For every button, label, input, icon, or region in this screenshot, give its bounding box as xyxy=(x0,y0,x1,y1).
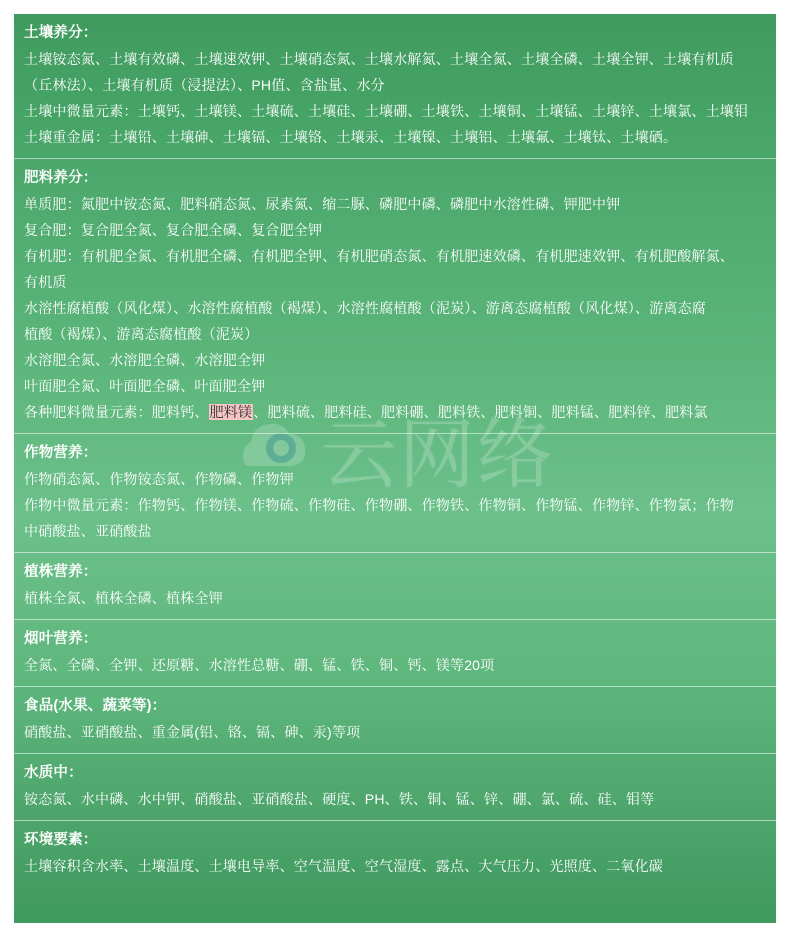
section-environment-factors xyxy=(14,821,776,887)
section-fertilizer-nutrients xyxy=(14,159,776,434)
section-line: 作物中微量元素：作物钙、作物镁、作物硫、作物硅、作物硼、作物铁、作物铜、作物锰、作物锌、作物氯；作物 xyxy=(24,497,734,513)
section-line: 土壤铵态氮、土壤有效磷、土壤速效钾、土壤硝态氮、土壤水解氮、土壤全氮、土壤全磷、土壤全钾、土壤有机质 xyxy=(24,51,734,67)
section-title: 作物营养： xyxy=(24,445,98,461)
section-water-quality xyxy=(14,754,776,821)
highlighted-term: 肥料镁 xyxy=(209,404,253,420)
section-title: 肥料养分： xyxy=(24,170,98,186)
section-title: 食品(水果、蔬菜等)： xyxy=(24,698,167,714)
section-plant-nutrition xyxy=(14,553,776,620)
section-line: 叶面肥全氮、叶面肥全磷、叶面肥全钾 xyxy=(24,378,266,394)
line-suffix: 、肥料硫、肥料硅、肥料硼、肥料铁、肥料铜、肥料锰、肥料锌、肥料氯 xyxy=(253,404,708,420)
section-food xyxy=(14,687,776,754)
section-line: 复合肥：复合肥全氮、复合肥全磷、复合肥全钾 xyxy=(24,222,323,238)
section-title: 植株营养： xyxy=(24,564,98,580)
section-title: 土壤养分： xyxy=(24,25,98,41)
section-line: 单质肥：氮肥中铵态氮、肥料硝态氮、尿素氮、缩二脲、磷肥中磷、磷肥中水溶性磷、钾肥中钾 xyxy=(24,196,621,212)
section-line: 土壤中微量元素：土壤钙、土壤镁、土壤硫、土壤硅、土壤硼、土壤铁、土壤铜、土壤锰、土壤锌、土壤氯、土壤钼 xyxy=(24,103,749,119)
content-sections xyxy=(14,14,776,887)
section-line: 植株全氮、植株全磷、植株全钾 xyxy=(24,590,223,606)
section-line: 有机肥：有机肥全氮、有机肥全磷、有机肥全钾、有机肥硝态氮、有机肥速效磷、有机肥速效钾、有机肥酸解氮、 xyxy=(24,248,734,264)
section-crop-nutrition xyxy=(14,434,776,553)
section-title: 烟叶营养： xyxy=(24,631,98,647)
section-line-highlighted xyxy=(24,399,766,425)
line-prefix: 各种肥料微量元素：肥料钙、 xyxy=(24,404,209,420)
section-soil-nutrients xyxy=(14,14,776,159)
green-poster-sheet xyxy=(14,14,776,923)
section-line: 水溶性腐植酸（风化煤）、水溶性腐植酸（褐煤）、水溶性腐植酸（泥炭）、游离态腐植酸（风化煤）、游离态腐 xyxy=(24,300,706,316)
section-title: 环境要素： xyxy=(24,832,98,848)
section-line: 中硝酸盐、亚硝酸盐 xyxy=(24,523,152,539)
section-title: 水质中： xyxy=(24,765,83,781)
section-line: 有机质 xyxy=(24,274,67,290)
section-tobacco-leaf-nutrition xyxy=(14,620,776,687)
section-line: 铵态氮、水中磷、水中钾、硝酸盐、亚硝酸盐、硬度、PH、铁、铜、锰、锌、硼、氯、硫、硅、钼等 xyxy=(24,791,655,807)
watermark-text: 云网络 xyxy=(321,414,555,498)
section-line: 作物硝态氮、作物铵态氮、作物磷、作物钾 xyxy=(24,471,294,487)
section-line: （丘林法）、土壤有机质（浸提法）、PH值、含盐量、水分 xyxy=(24,77,385,93)
section-line: 土壤容积含水率、土壤温度、土壤电导率、空气温度、空气湿度、露点、大气压力、光照度、二氧化碳 xyxy=(24,858,663,874)
section-line: 水溶肥全氮、水溶肥全磷、水溶肥全钾 xyxy=(24,352,266,368)
section-line: 全氮、全磷、全钾、还原糖、水溶性总糖、硼、锰、铁、铜、钙、镁等20项 xyxy=(24,657,495,673)
section-line: 硝酸盐、亚硝酸盐、重金属(铅、铬、镉、砷、汞)等项 xyxy=(24,724,361,740)
section-line: 土壤重金属：土壤铅、土壤砷、土壤镉、土壤铬、土壤汞、土壤镍、土壤铝、土壤氟、土壤钛、土壤硒。 xyxy=(24,129,678,145)
section-line: 植酸（褐煤）、游离态腐植酸（泥炭） xyxy=(24,326,259,342)
